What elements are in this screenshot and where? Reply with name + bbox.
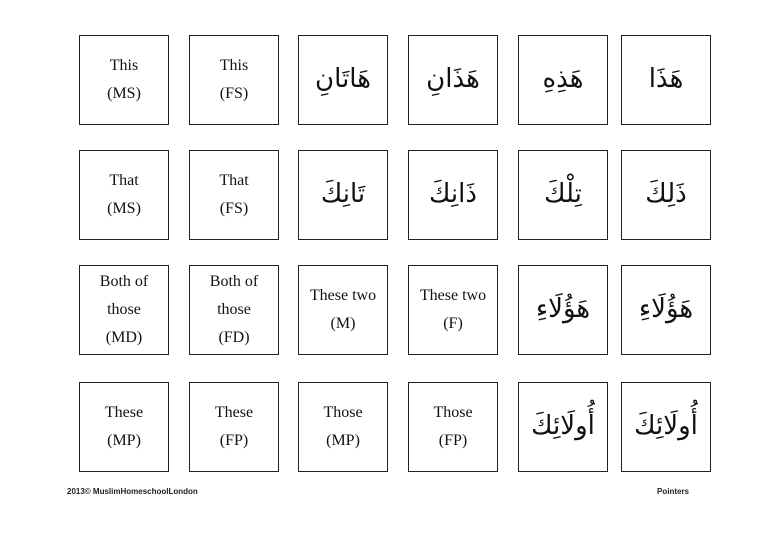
card-these-two-f: [408, 265, 498, 355]
card-arabic-haataani: [298, 35, 388, 125]
card-those-mp: [298, 382, 388, 472]
card-arabic-dhaalika: [621, 150, 711, 240]
card-these-mp: [79, 382, 169, 472]
card-arabic-ulaaika: [621, 382, 711, 472]
arabic-word: هَذَانِ: [426, 64, 480, 95]
card-arabic-haadhaani: [408, 35, 498, 125]
card-line: those: [107, 301, 141, 318]
card-those-fp: [408, 382, 498, 472]
card-line: Those: [323, 404, 363, 421]
card-arabic-dhaanika: [408, 150, 498, 240]
arabic-word: هَاتَانِ: [315, 64, 371, 95]
arabic-word: هَؤُلَاءِ: [638, 294, 694, 325]
card-arabic-taanika: [298, 150, 388, 240]
card-line: (FP): [219, 432, 249, 449]
card-line: (FS): [219, 85, 249, 102]
copyright-footer: 2013© MuslimHomeschoolLondon: [67, 487, 198, 496]
card-that-fs: [189, 150, 279, 240]
card-line: These two: [419, 287, 487, 304]
card-line: (MP): [326, 432, 360, 449]
arabic-word: هَؤُلَاءِ: [535, 294, 591, 325]
card-arabic-haaulaai: [621, 265, 711, 355]
card-line: Both of: [209, 273, 259, 290]
card-line: That: [219, 172, 249, 189]
card-arabic-ulaaika: [518, 382, 608, 472]
card-line: (MS): [107, 200, 141, 217]
card-this-fs: [189, 35, 279, 125]
card-line: (FS): [219, 200, 249, 217]
card-arabic-tilka: [518, 150, 608, 240]
card-this-ms: [79, 35, 169, 125]
card-these-fp: [189, 382, 279, 472]
arabic-word: هَذِهِ: [542, 64, 584, 95]
card-line: (F): [443, 315, 463, 332]
card-line: (MS): [107, 85, 141, 102]
card-arabic-haadhihi: [518, 35, 608, 125]
card-line: These: [214, 404, 254, 421]
card-line: (FP): [438, 432, 468, 449]
card-these-two-m: [298, 265, 388, 355]
card-line: (FD): [218, 329, 250, 346]
sheet-title-footer: Pointers: [657, 487, 690, 496]
card-arabic-haadhaa: [621, 35, 711, 125]
card-both-of-those-fd: [189, 265, 279, 355]
arabic-word: تَانِكَ: [320, 179, 366, 210]
arabic-word: أُولَائِكَ: [531, 411, 595, 442]
arabic-word: ذَلِكَ: [645, 179, 687, 210]
card-arabic-haaulaai: [518, 265, 608, 355]
arabic-word: أُولَائِكَ: [634, 411, 698, 442]
card-line: (MP): [107, 432, 141, 449]
card-line: Those: [433, 404, 473, 421]
card-line: This: [219, 57, 249, 74]
card-line: (M): [330, 315, 356, 332]
card-line: (MD): [105, 329, 143, 346]
card-line: This: [109, 57, 139, 74]
arabic-word: ذَانِكَ: [429, 179, 477, 210]
card-line: Both of: [99, 273, 149, 290]
arabic-word: تِلْكَ: [544, 179, 582, 210]
card-line: That: [109, 172, 139, 189]
card-line: those: [217, 301, 251, 318]
card-line: These: [104, 404, 144, 421]
card-that-ms: [79, 150, 169, 240]
card-line: These two: [309, 287, 377, 304]
card-both-of-those-md: [79, 265, 169, 355]
arabic-word: هَذَا: [648, 64, 684, 95]
